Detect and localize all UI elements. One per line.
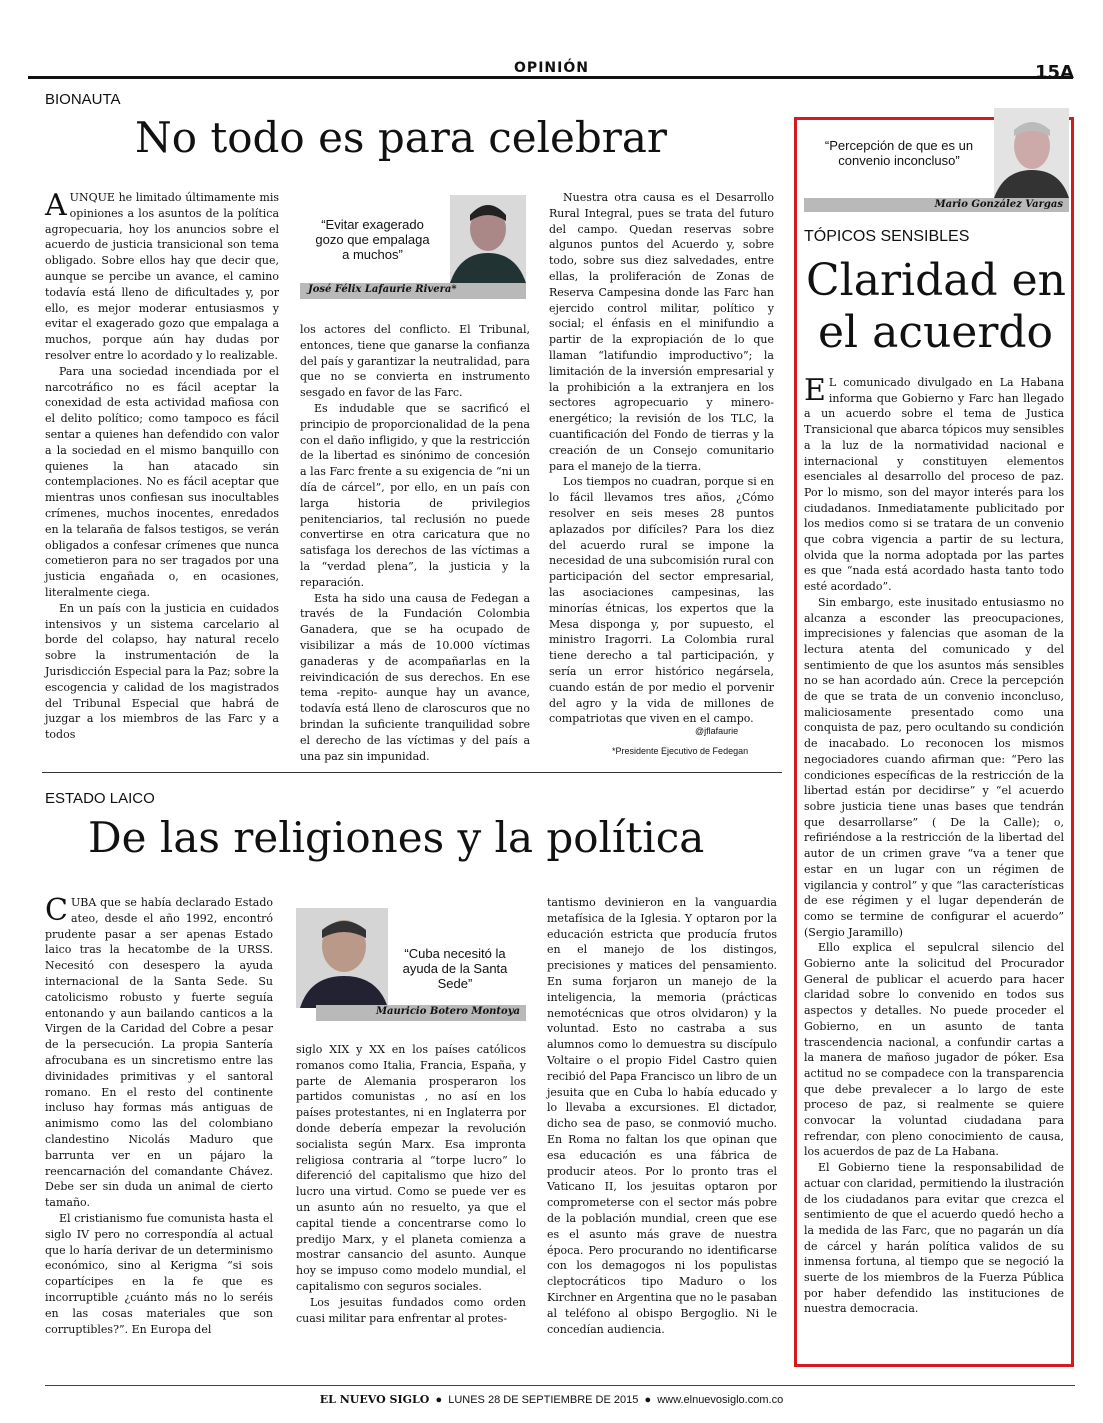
article2-kicker: ESTADO LAICO [45,790,155,807]
dropcap: C [45,893,68,928]
article1-column-3: Nuestra otra causa es el Desarrollo Rural Integral, pues se trata del futuro del campo. Quedan reservas sobre algunos puntos del Acuerdo y, sobre todo, sobre sus diez salvedades, entre ellas, la proliferación de Zonas de Reserva Campesina donde las Farc han ejercido control militar, político y social; el énfasis en el minifundio a partir de la expropiación de lo que llaman “latifundio improductivo”; la limitación de la inversión empresarial y la prohibición a la extranjera en los sectores agropecuario y minero-energético; la revisión de los TLC, la cuantificación del Fondo de tierras y la creación de un Consejo comunitario para el manejo de la tierra. Los tiempos no cuadran, porque si en lo fácil llevamos tres años, ¿Cómo resolver en seis meses 28 puntos aplazados por difíciles? Para los diez del acuerdo rural se impone la necesidad de una subcomisión rural con participación del sector empresarial, las asociaciones campesinas, las minorías étnicas, los expertos que la Mesa disponga y, por supuesto, el ministro Iragorri. La Colombia rural tiene derecho a tal participación, y sería un error histórico negársela, cuando están de por medio el porvenir del agro y la vida de millones de compatriotas que viven en el campo. [549,191,774,726]
article2-column-1: CUBA que se había declarado Estado ateo, desde el año 1992, encontró prudente pasar a ser apenas Estado laico tras la hecatombe de la URSS. Necesitó con desespero la ayuda internacional de la Santa Sede. Su catolicismo robusto y fuerte seguía entonando y aun bailando canticos a la Virgen de la Caridad del Cobre a pesar de la persecución. La propia Santería afrocubana es un sincretismo entre las divinidades primitivas y el santoral romano. En el resto del continente incluso hay formas más antiguas de animismo como las del colombiano clandestino Nicolás Maduro que barrunta ver en un pájaro la reencarnación del comandante Chávez. Debe ser sin duda un animal de cierto tamaño. El cristianismo fue comunista hasta el siglo IV pero no correspondía al actual que lo haría derivar de un determinismo económico, sino al Kerigma “si sois copartícipes en la fe que es incorruptible ¿cuánto más no lo seréis en las cosas materiales que son corruptibles?”. En Europa del [45,893,273,1336]
website-link[interactable]: www.elnuevosiglo.com.co [657,1394,784,1406]
author-footnote: *Presidente Ejecutivo de Fedegan [612,746,749,756]
page-number: 15A [1035,62,1074,83]
article3-body: E L comunicado divulgado en La Habana informa que Gobierno y Farc han llegado a un acuerdo sobre el tema de Justica Transicional que abarca tópicos muy sensibles a la luz de la normatividad nacional e internacional y constituyen elementos esenciales al desarrollo del proceso de paz. Por lo mismo, son del mayor interés para los ciudadanos. Inmediatamente publicitado por los medios como si se tratara de un convenio que cobra vigencia a partir de su lectura, olvida que la norma adoptada por las partes es que “nada está acordado hasta tanto todo esté acordado”. Sin embargo, este inusitado entusiasmo no alcanza a esconder las preocupaciones, imprecisiones y falencias que asoman de la lectura atenta del comunicado y del sentimiento de que los asuntos más sensibles no se han acordado aún. Crece la percepción de que se trata de un convenio inconcluso, maliciosamente presentado como una conquista de paz, pero ocultando su condición de inacabado. Lo reconocen los mismos negociadores cuando afirman que: “Pero las condiciones específicas de la restricción de la libertad están por decidirse” y “el acuerdo sobre justicia tiene unas bases que tendrán que desarrollarse” ( De la Calle); o, refiriéndose a la restricción de la libertad del autor de un crimen grave “va a tener que estar en un lugar con un régimen de vigilancia y control” y que “las características de ese régimen y el lugar dependerán de como se termine de configurar el acuerdo” (Sergio Jaramillo) Ello explica el sepulcral silencio del Gobierno ante la solicitud del Procurador General de publicar el acuerdo para hacer claridad sobre lo convenido en todos sus aspectos y detalles. No puede proceder el Gobierno, en un asunto de tanta trascendencia nacional, a confundir cartas a la manera de mañoso jugador de póker. Esa actitud no se compadece con la transparencia que debe prevalecer a lo largo de este proceso de paz, si realmente se quiere convocar la voluntad ciudadana para refrendar, con pleno conocimiento de causa, los acuerdos de paz de La Habana. El Gobierno tiene la responsabilidad de actuar con claridad, permitiendo la ilustración de los ciudadanos para evitar que crezca el sentimiento de que el acuerdo quedó hecho a la medida de las Farc, que no pagarán un día de cárcel y harán política validos de su inmensa fortuna, al tiempo que se negoció la suerte de los miembros de la Fuerza Pública por haber defendido las instituciones de nuestra democracia. [804,373,1064,1316]
article3-title-line2: el acuerdo [818,307,1054,358]
article-divider [42,772,782,773]
section-name: OPINIÓN [514,60,589,76]
article2-column-2: siglo XIX y XX en los países católicos romanos como Italia, Francia, España, y parte de Alemania prosperaron los partidos comunistas , no así en los países protestantes, ni en Inglaterra por donde debería empezar la revolución socialista según Marx. Esa impronta religiosa contraria al “torpe lucro” lo diferenció del capitalismo que hizo del lucro una virtud. Como se puede ver es un asunto aún no resuelto, ya que el capital tiende a concentrarse como lo predijo Marx, y el planeta comienza a mostrar cansancio del asunto. Aunque hoy se impuso como modelo mundial, el capitalismo con seguros sociales. Los jesuitas fundados como orden cuasi militar para enfrentar al protes- [296,1043,526,1325]
footer-rule [45,1385,1075,1386]
article2-title: De las religiones y la política [88,813,705,862]
article1-title: No todo es para celebrar [135,113,667,162]
author-portrait-image [296,908,388,1008]
article2-author: Mauricio Botero Montoya [316,1005,526,1021]
author-handle: @jflafaurie [695,726,739,736]
article1-quote: “Evitar exagerado gozo que empalaga a muchos” [315,217,430,262]
article1-column-1: AUNQUE he limitado últimamente mis opiniones a los asuntos de la política agropecuaria, hoy los anuncios sobre el acuerdo de justicia transicional son tema obligado. Sobre ellos hay que decir que, aunque se percibe un avance, el camino todavía está lleno de dificultades y, por ello, es mejor moderar entusiasmos y evitar el exagerado gozo que empalaga a muchos, porque aún hay dudas por resolver entre lo acordado y lo realizable. Para una sociedad incendiada por el narcotráfico no es fácil aceptar la conexidad de esta actividad mafiosa con el delito político; como tampoco es fácil sentar a quienes han defendido con valor a la sociedad en el mismo banquillo con quienes la han atacado sin contemplaciones. No es fácil aceptar que mientras unos confiesan sus inocultables crímenes, muchos inocentes, enredados en la telaraña de falsos testigos, se verán obligados a confesar crímenes que nunca cometieron para no ser tragados por una justicia engañada o, en ocasiones, literalmente ciega. En un país con la justicia en cuidados intensivos y un sistema carcelario al borde del colapso, hay natural recelo sobre la instrumentación de la Jurisdicción Especial para la Paz; sobre la escogencia y calidad de los magistrados del Tribunal Especial que habrá de juzgar a los miembros de las Farc y a todos [45,188,279,742]
article1-quote-box [300,195,526,305]
author-portrait-image [450,195,526,283]
article3-quote-box [804,108,1069,218]
footer: EL NUEVO SIGLO ● LUNES 28 DE SEPTIEMBRE DE 2015 ● www.elnuevosiglo.com.co [319,1393,784,1406]
article1-kicker: BIONAUTA [45,91,121,108]
article3-quote: “Percepción de que es un convenio inconcluso” [824,138,974,168]
author-portrait-image [994,108,1069,198]
article2-column-3: tantismo devinieron en la vanguardia metafísica de la Iglesia. Y optaron por la educación estricta que producía frutos en el manejo de los distingos, precisiones y matices del pensamiento. En suma forjaron un manejo de la inteligencia, la memoria (prácticas nemotécnicas que otros olvidaron) y la voluntad. Esto no castraba a sus alumnos como lo demuestra su discípulo Voltaire o el propio Fidel Castro quien recibió del Papa Francisco un libro de un jesuita que en Cuba lo había educado y lo llevaba a excursiones. El dictador, dicho sea de paso, se conmovió mucho. En Roma no faltan los que opinan que esa educación es una fábrica de producir ateos. Por lo pronto tras el Vaticano II, los jesuitas optaron por comprometerse con el sector más pobre de la población mundial, creen que ese es el asunto más grave de nuestra época. Pero procurando no identificarse con los demagogos ni los populistas cleptocráticos tipo Maduro o los Kirchner en Argentina que no le pasaban al teléfono al obispo Bergoglio. Ni le concedían audiencia. [547,896,777,1336]
article2-quote: “Cuba necesitó la ayuda de la Santa Sede” [402,946,508,991]
article3-kicker: TÓPICOS SENSIBLES [804,228,970,245]
article1-column-2: los actores del conflicto. El Tribunal, entonces, tiene que ganarse la confianza del país y garantizar la neutralidad, para que no se convierta en instrumento sesgado en favor de las Farc. Es indudable que se sacrificó el principio de proporcionalidad de la pena con el daño infligido, y que la restricción de la libertad es sinónimo de concesión a las Farc frente a su exigencia de “ni un día de cárcel”, por ello, en un país con larga historia de privilegios penitenciarios, tal reclusión no puede convertirse en otra caricatura que no satisfaga los derechos de las víctimas a la “verdad plena”, la justicia y la reparación. Esta ha sido una causa de Fedegan a través de la Fundación Colombia Ganadera, que se ha ocupado de visibilizar a más de 10.000 víctimas ganaderas y de acompañarlas en la reivindicación de sus derechos. En ese tema -repito- aunque hay un avance, todavía está lleno de claroscuros que no brindan la suficiente tranquilidad sobre el derecho de las víctimas y del país a una paz sin impunidad. [300,323,530,763]
publication-date: LUNES 28 DE SEPTIEMBRE DE 2015 [448,1394,639,1406]
article2-quote-box [296,908,526,1020]
article1-author: José Félix Lafaurie Rivera* [300,283,526,299]
article3-author: Mario González Vargas [804,198,1069,212]
dropcap: A [45,188,67,223]
dropcap: E [804,373,826,408]
newspaper-name: EL NUEVO SIGLO [319,1393,430,1406]
header-rule [28,76,1073,79]
article3-title-line1: Claridad en [806,255,1067,306]
